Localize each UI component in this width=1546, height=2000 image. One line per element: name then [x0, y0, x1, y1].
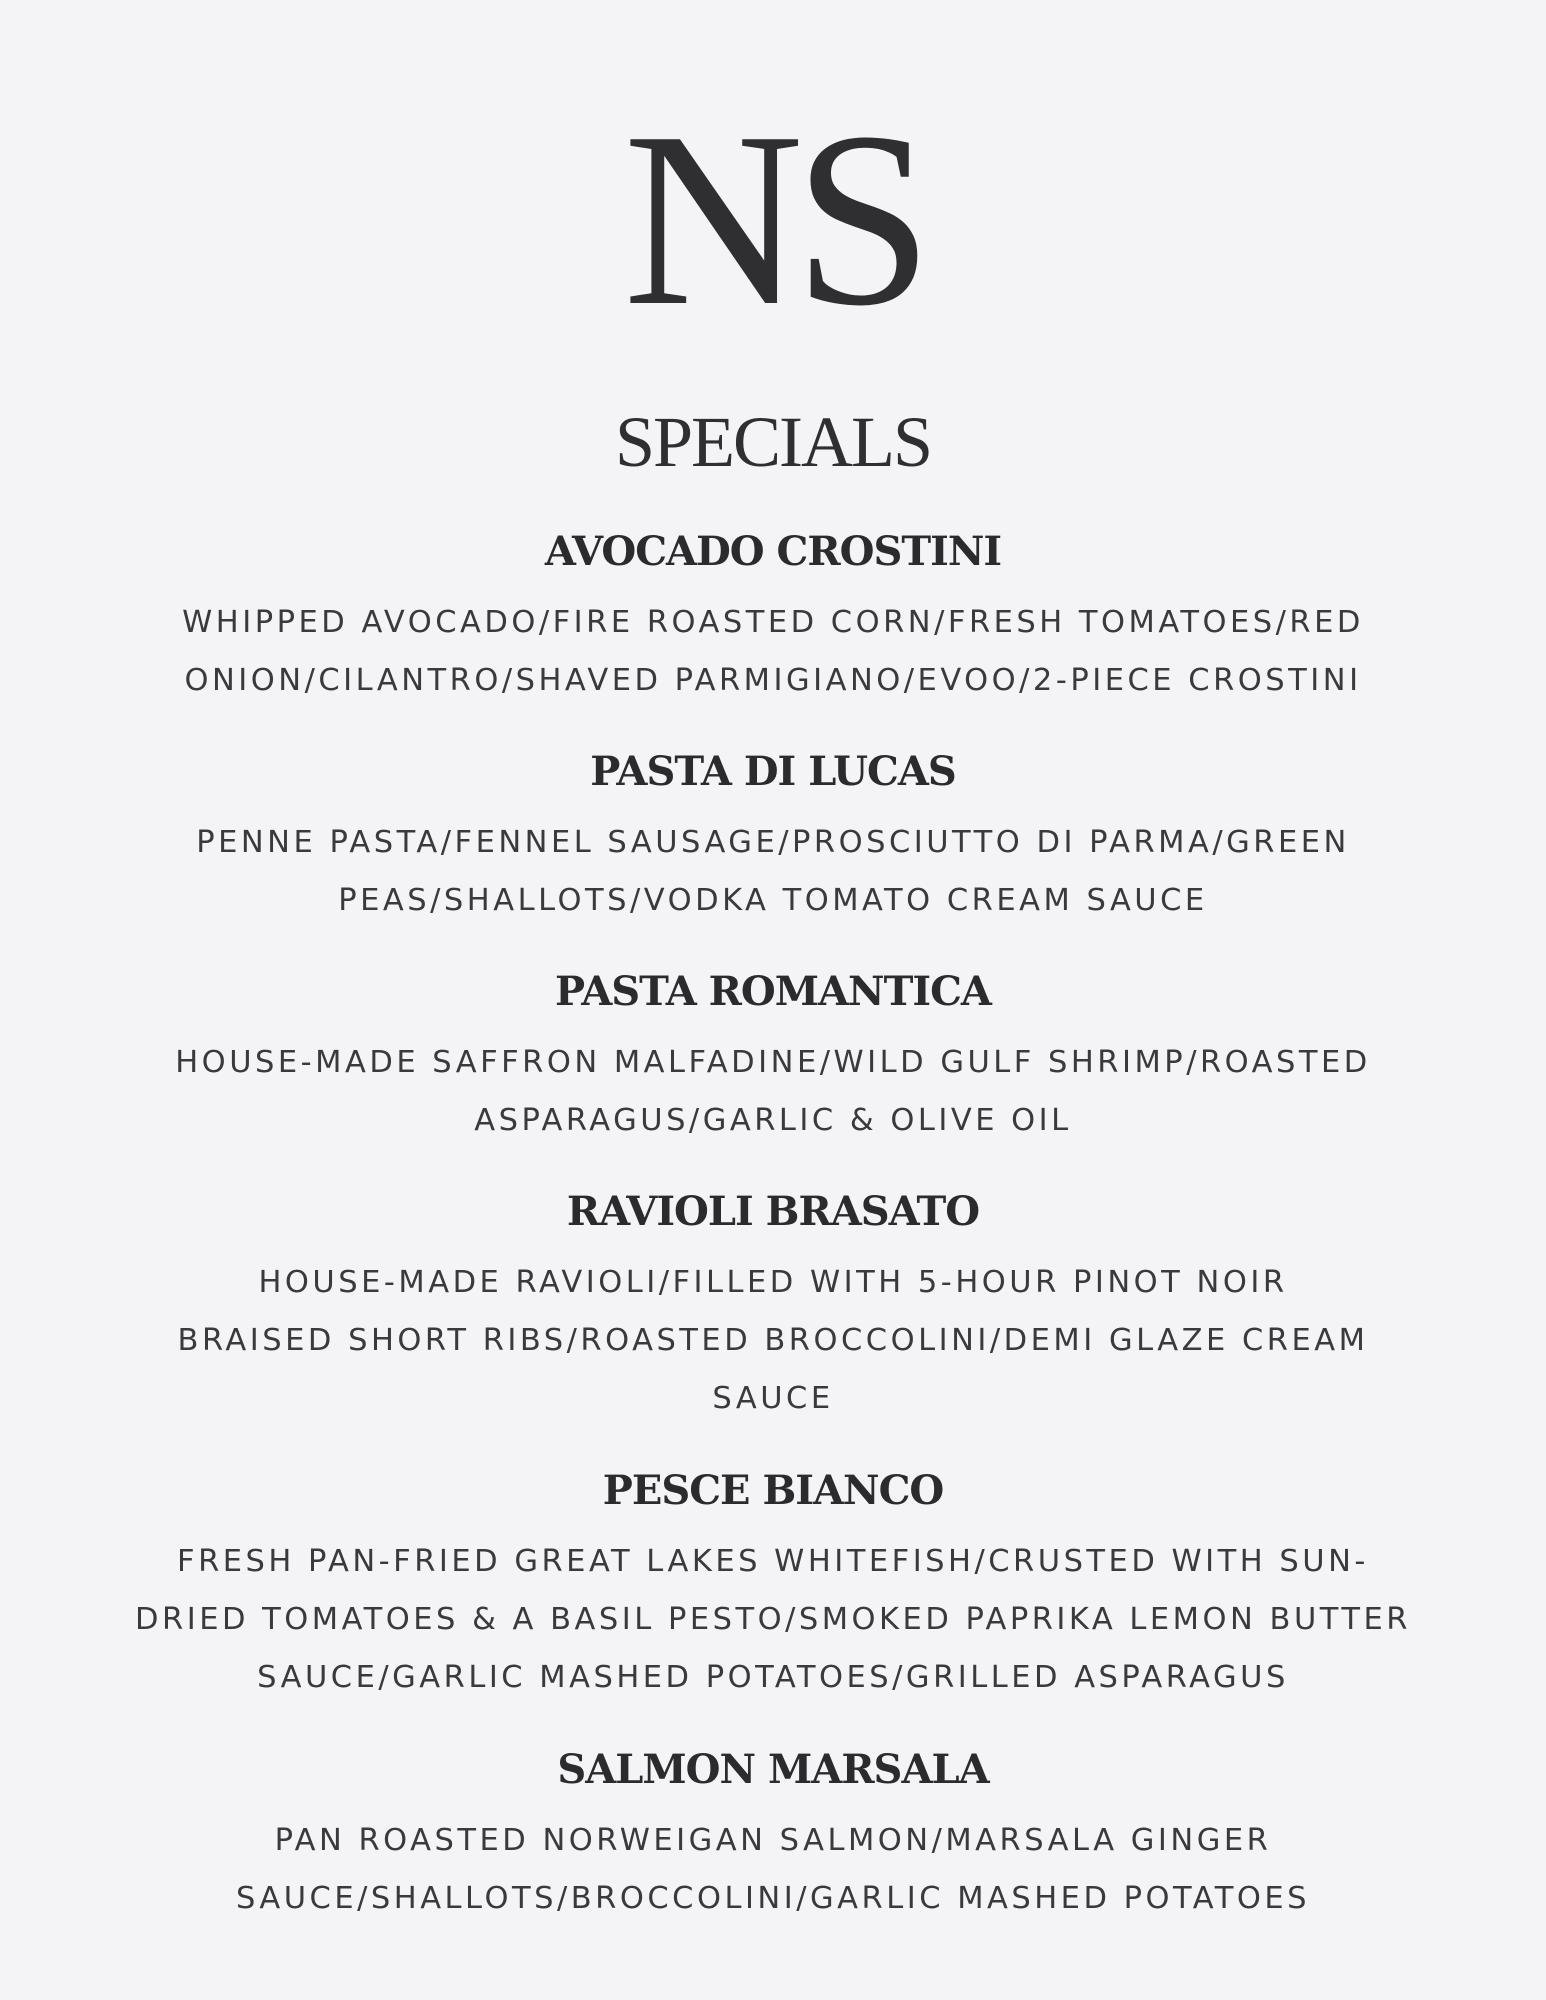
description-line: PENNE PASTA/FENNEL SAUSAGE/PROSCIUTTO DI PARMA/GREEN — [196, 825, 1350, 860]
menu-item-description — [80, 1034, 1466, 1150]
menu-item-ravioli-brasato — [80, 1188, 1466, 1428]
description-line: PEAS/SHALLOTS/VODKA TOMATO CREAM SAUCE — [338, 883, 1208, 918]
menu-item-pasta-romantica — [80, 968, 1466, 1150]
description-line: FRESH PAN-FRIED GREAT LAKES WHITEFISH/CRUSTED WITH SUN- — [177, 1544, 1369, 1579]
menu-item-salmon-marsala — [80, 1746, 1466, 1928]
menu-item-pesce-bianco — [80, 1467, 1466, 1707]
menu-item-name: AVOCADO CROSTINI — [544, 528, 1002, 575]
menu-item-name: SALMON MARSALA — [557, 1746, 989, 1793]
menu-item-pasta-di-lucas — [80, 748, 1466, 930]
description-line: WHIPPED AVOCADO/FIRE ROASTED CORN/FRESH TOMATOES/RED — [182, 605, 1364, 640]
menu-item-description — [80, 594, 1466, 710]
description-line: ONION/CILANTRO/SHAVED PARMIGIANO/EVOO/2-PIECE CROSTINI — [184, 663, 1362, 698]
menu-item-description — [80, 1533, 1466, 1707]
menu-item-description — [80, 1812, 1466, 1928]
description-line: DRIED TOMATOES & A BASIL PESTO/SMOKED PAPRIKA LEMON BUTTER — [135, 1602, 1411, 1637]
description-line: SAUCE/SHALLOTS/BROCCOLINI/GARLIC MASHED POTATOES — [235, 1881, 1311, 1916]
menu-item-name: RAVIOLI BRASATO — [566, 1188, 980, 1235]
description-line: SAUCE/GARLIC MASHED POTATOES/GRILLED ASPARAGUS — [257, 1660, 1289, 1695]
description-line: ASPARAGUS/GARLIC & OLIVE OIL — [474, 1103, 1072, 1138]
menu-item-name: PASTA DI LUCAS — [590, 748, 956, 795]
menu-item-description — [80, 1254, 1466, 1428]
description-line: PAN ROASTED NORWEIGAN SALMON/MARSALA GINGER — [274, 1823, 1272, 1858]
description-line: BRAISED SHORT RIBS/ROASTED BROCCOLINI/DEMI GLAZE CREAM — [177, 1323, 1369, 1358]
restaurant-logo: NS — [623, 81, 923, 358]
menu-item-name: PESCE BIANCO — [602, 1467, 944, 1514]
menu-item-description — [80, 814, 1466, 930]
description-line: HOUSE-MADE RAVIOLI/FILLED WITH 5-HOUR PINOT NOIR — [258, 1265, 1288, 1300]
menu-item-avocado-crostini — [80, 528, 1466, 710]
description-line: HOUSE-MADE SAFFRON MALFADINE/WILD GULF SHRIMP/ROASTED — [175, 1045, 1371, 1080]
menu-item-name: PASTA ROMANTICA — [555, 968, 991, 1015]
section-title: SPECIALS — [614, 402, 932, 482]
description-line: SAUCE — [712, 1381, 834, 1416]
